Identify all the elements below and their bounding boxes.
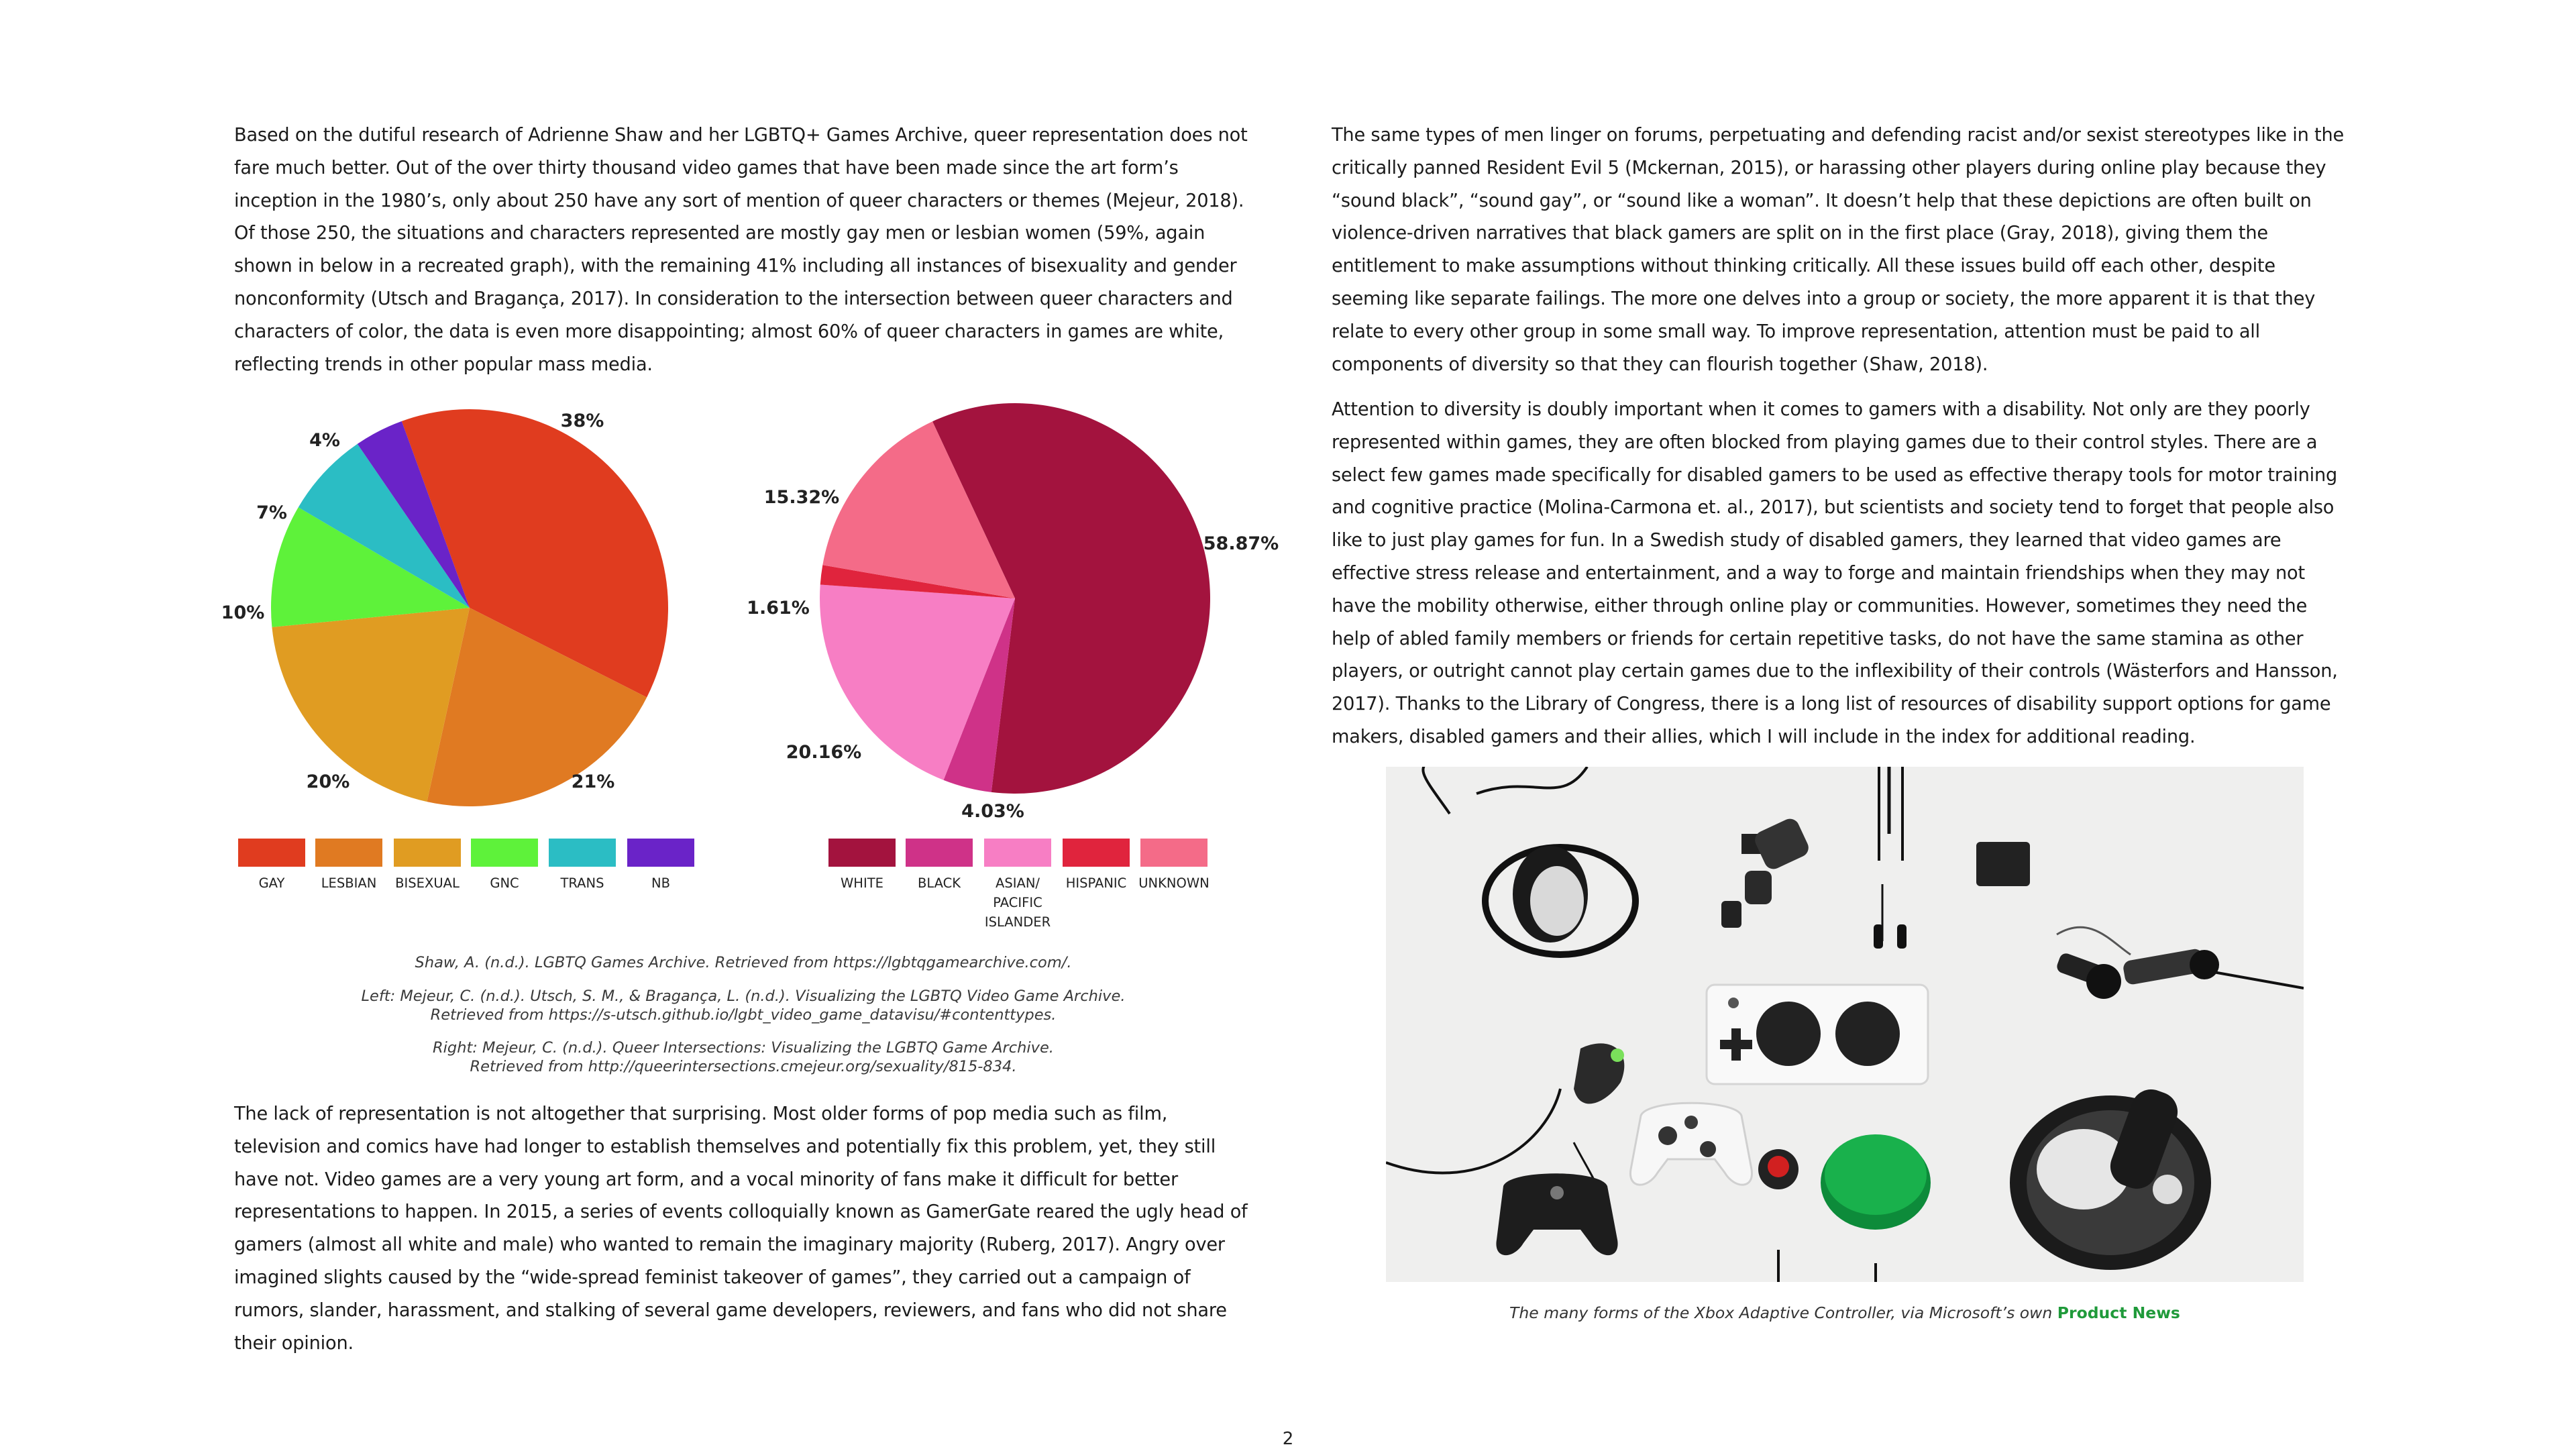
legend-swatch — [394, 839, 461, 867]
legend-label: BLACK — [917, 875, 961, 891]
legend-label: NB — [651, 875, 670, 891]
legend-swatch — [315, 839, 382, 867]
legend-label: WHITE — [841, 875, 883, 891]
legend-swatch — [1140, 839, 1208, 867]
legend-swatch — [906, 839, 973, 867]
pie-data-label: 21% — [571, 771, 615, 792]
legend-swatch — [828, 839, 896, 867]
pie-data-label: 20.16% — [786, 742, 862, 763]
legend-swatch — [549, 839, 616, 867]
source-caption-2b: Retrieved from https://s-utsch.github.io/lgbt_video_game_datavisu/#contenttypes. — [430, 1006, 1057, 1024]
legend-label: GAY — [258, 875, 285, 891]
left-paragraph-1: Based on the dutiful research of Adrienne Shaw and her LGBTQ+ Games Archive, queer representation does not fare much better. Out of the over thirty thousand video games that have been made since the art form’s inception in the 1980’s, only about 250 have any sort of mention of queer characters or themes (Mejeur, 2018). Of those 250, the situations and characters represented are mostly gay men or lesbian women (59%, again shown in below in a recreated graph), with the remaining 41% including all instances of bisexuality and gender nonconformity (Utsch and Bragança, 2017). In consideration to the intersection between queer characters and characters of color, the data is even more disappointing; almost 60% of queer characters in games are white, reflecting trends in other popular mass media. — [234, 125, 1248, 375]
legend-label: BISEXUAL — [395, 875, 460, 891]
product-news-link[interactable]: Product News — [2057, 1303, 2180, 1322]
page-number: 2 — [1282, 1429, 1294, 1449]
source-caption-2a: Left: Mejeur, C. (n.d.). Utsch, S. M., & Bragança, L. (n.d.). Visualizing the LGBTQ Video Game Archive. — [361, 987, 1126, 1005]
pie-data-label: 4.03% — [961, 801, 1024, 822]
pie-data-label: 15.32% — [763, 487, 840, 508]
pie-data-label: 58.87% — [1203, 533, 1279, 554]
legend-swatch — [627, 839, 694, 867]
legend-label: HISPANIC — [1065, 875, 1127, 891]
source-caption-3a: Right: Mejeur, C. (n.d.). Queer Intersections: Visualizing the LGBTQ Game Archive. — [433, 1039, 1054, 1057]
pie-data-label: 10% — [221, 602, 265, 623]
right-paragraph-1: The same types of men linger on forums, perpetuating and defending racist and/or sexist stereotypes like in the critically panned Resident Evil 5 (Mckernan, 2015), or harassing other players during online play because they “sound black”, “sound gay”, or “sound like a woman”. It doesn’t help that these depictions are often built on violence-driven narratives that black gamers are split on in the first place (Gray, 2018), giving them the entitlement to make assumptions without thinking critically. All these issues build off each other, despite seeming like separate failings. The more one delves into a group or society, the more apparent it is that they relate to every other group in some small way. To improve representation, attention must be paid to all components of diversity so that they can flourish together (Shaw, 2018). — [1332, 125, 2345, 375]
red-button-icon — [1758, 1149, 1799, 1189]
left-paragraph-2: The lack of representation is not altogether that surprising. Most older forms of pop media such as film, television and comics have had longer to establish themselves and potentially fix this problem, yet, they still have not. Video games are a very young art form, and a vocal minority of fans make it difficult for better representations to happen. In 2015, a series of events colloquially known as GamerGate reared the ugly head of gamers (almost all white and male) who wanted to remain the imaginary majority (Ruberg, 2017). Angry over imagined slights caused by the “wide-spread feminist takeover of games”, they carried out a campaign of rumors, slander, harassment, and stalking of several game developers, reviewers, and fans who did not share their opinion. — [234, 1104, 1248, 1354]
pie-data-label: 1.61% — [747, 598, 810, 619]
legend-label: ASIAN/ PACIFIC ISLANDER — [984, 875, 1051, 930]
photo-caption-text: The many forms of the Xbox Adaptive Controller, via Microsoft’s own — [1509, 1303, 2053, 1322]
legend-label: LESBIAN — [321, 875, 377, 891]
legend-label: TRANS — [560, 875, 604, 891]
source-caption-1: Shaw, A. (n.d.). LGBTQ Games Archive. Retrieved from https://lgbtqgamearchive.com/. — [415, 954, 1072, 971]
legend-swatch — [984, 839, 1051, 867]
source-caption-3b: Retrieved from http://queerintersections.cmejeur.org/sexuality/815-834. — [470, 1058, 1017, 1075]
pie-data-label: 7% — [256, 502, 287, 523]
right-paragraph-2: Attention to diversity is doubly important when it comes to gamers with a disability. Not only are they poorly represented within games, they are often blocked from playing games due to their control styles. There are a select few games made specifically for disabled gamers to be used as effective therapy tools for motor training and cognitive practice (Molina-Carmona et. al., 2017), but scientists and society tend to forget that people also like to just play games for fun. In a Swedish study of disabled gamers, they learned that video games are effective stress release and entertainment, and a way to forge and maintain friendships when they may not have the mobility otherwise, either through online play or communities. However, sometimes they need the help of abled family members or friends for certain repetitive tasks, do not have the same stamina as other players, or outright cannot play certain games due to the inflexibility of their controls (Wästerfors and Hansson, 2017). Thanks to the Library of Congress, there is a long list of resources of disability support options for game makers, disabled gamers and their allies, which I will include in the index for additional reading. — [1332, 399, 2338, 747]
legend-swatch — [238, 839, 305, 867]
legend-swatch — [1063, 839, 1130, 867]
legend-label: UNKNOWN — [1138, 875, 1210, 891]
legend-label: GNC — [490, 875, 519, 891]
adaptive-controller-icon — [1707, 985, 1928, 1084]
photo-caption — [1386, 1303, 2304, 1322]
pie-data-label: 4% — [309, 430, 340, 451]
pie-data-label: 38% — [560, 411, 604, 431]
xbox-adaptive-controller-photo — [1386, 767, 2304, 1282]
legend-swatch — [471, 839, 538, 867]
pie-data-label: 20% — [306, 771, 350, 792]
green-button-icon — [1821, 1134, 1931, 1230]
